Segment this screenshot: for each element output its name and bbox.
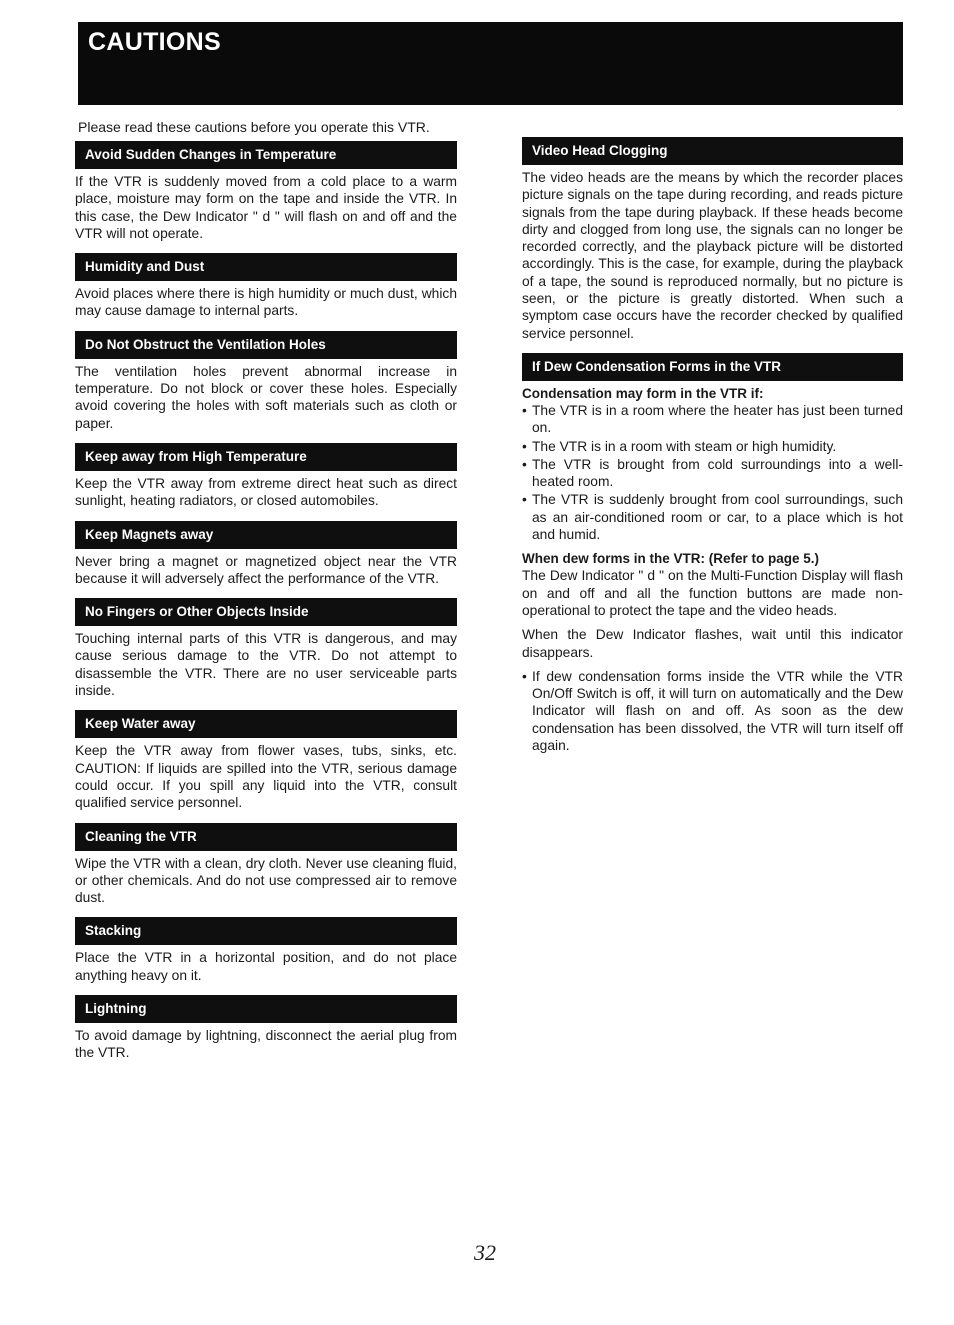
bullet-icon: • <box>522 492 527 508</box>
section-body: Avoid places where there is high humidity or much dust, which may cause damage to internal parts. <box>75 286 457 319</box>
section-water <box>75 710 457 811</box>
section-body: Wipe the VTR with a clean, dry cloth. Never use cleaning fluid, or other chemicals. And do not use compressed air to remove dust. <box>75 855 457 906</box>
section-heading: Lightning <box>75 995 457 1023</box>
section-magnets <box>75 521 457 588</box>
section-heading: Video Head Clogging <box>522 137 903 165</box>
section-lightning <box>75 995 457 1062</box>
section-heading: Avoid Sudden Changes in Temperature <box>75 141 457 169</box>
section-stacking <box>75 917 457 984</box>
list-item: • If dew condensation forms inside the VTR while the VTR On/Off Switch is off, it will turn on automatically and the Dew Indicator will flash on and off. As soon as the dew condensation has been dissolved, the VTR will turn itself off again. <box>522 668 903 754</box>
section-heading: Keep Water away <box>75 710 457 738</box>
dew-paragraph: When the Dew Indicator flashes, wait until this indicator disappears. <box>522 627 903 660</box>
bullet-icon: • <box>522 438 527 454</box>
condensation-subheading: Condensation may form in the VTR if: <box>522 385 764 401</box>
section-heading: Do Not Obstruct the Ventilation Holes <box>75 331 457 359</box>
dew-paragraph: The Dew Indicator " d " on the Multi-Function Display will flash on and off and all the function buttons are made non-operational to protect the tape and the video heads. <box>522 568 903 618</box>
section-heading: Stacking <box>75 917 457 945</box>
bullet-icon: • <box>522 402 527 418</box>
section-heading: Keep Magnets away <box>75 521 457 549</box>
bullet-icon: • <box>522 456 527 472</box>
bullet-icon: • <box>522 668 527 684</box>
section-body: If the VTR is suddenly moved from a cold place to a warm place, moisture may form on the tape and inside the VTR. In this case, the Dew Indicator " d " will flash on and off and the VTR will not operate. <box>75 174 457 241</box>
section-body: Place the VTR in a horizontal position, and do not place anything heavy on it. <box>75 950 457 983</box>
section-body: Keep the VTR away from flower vases, tubs, sinks, etc. CAUTION: If liquids are spilled into the VTR, serious damage could occur. If you spill any liquid into the VTR, consult qualified service personnel. <box>75 743 457 811</box>
section-body: To avoid damage by lightning, disconnect the aerial plug from the VTR. <box>75 1028 457 1061</box>
dew-forms-subheading: When dew forms in the VTR: (Refer to page 5.) <box>522 551 820 567</box>
list-item: • The VTR is in a room where the heater has just been turned on. <box>522 402 903 436</box>
section-body: Touching internal parts of this VTR is dangerous, and may cause serious damage to the VTR. Do not attempt to disassemble the VTR. There are no user serviceable parts inside. <box>75 631 457 699</box>
section-cleaning <box>75 823 457 907</box>
section-body: Never bring a magnet or magnetized object near the VTR because it will adversely affect the performance of the VTR. <box>75 553 457 586</box>
right-column <box>522 137 903 761</box>
section-body: The video heads are the means by which the recorder places picture signals on the tape during recording, and reads picture signals from the tape during playback. If these heads become dirty and clogged from long use, the signals can no longer be recorded correctly, and the playback picture will be distorted accordingly. This is the case, for example, during the playback of a tape, the sound is reproduced normally, but no picture is seen, or the picture is greatly distorted. When such a symptom case occurs have the recorder checked by qualified service personnel. <box>522 170 903 341</box>
section-fingers-objects <box>75 598 457 699</box>
section-high-temperature <box>75 443 457 510</box>
section-humidity-dust <box>75 253 457 320</box>
intro-text: Please read these cautions before you operate this VTR. <box>78 119 430 135</box>
page-title: CAUTIONS <box>88 28 221 56</box>
left-column <box>75 119 457 1073</box>
page-number: 32 <box>474 1240 496 1265</box>
section-body: Keep the VTR away from extreme direct heat such as direct sunlight, heating radiators, or closed automobiles. <box>75 475 457 509</box>
section-body: The ventilation holes prevent abnormal increase in temperature. Do not block or cover these holes. Especially avoid covering the holes with soft materials such as cloth or paper. <box>75 363 457 431</box>
section-dew-condensation <box>522 353 903 754</box>
section-video-head-clogging <box>522 137 903 342</box>
section-heading: Humidity and Dust <box>75 253 457 281</box>
list-item: • The VTR is in a room with steam or high humidity. <box>522 438 837 454</box>
title-bar <box>78 22 903 105</box>
section-ventilation <box>75 331 457 432</box>
section-heading: Cleaning the VTR <box>75 823 457 851</box>
condensation-list <box>522 402 903 543</box>
section-heading: If Dew Condensation Forms in the VTR <box>522 353 903 381</box>
dew-note-list <box>522 668 903 754</box>
section-temperature-changes <box>75 141 457 242</box>
section-heading: Keep away from High Temperature <box>75 443 457 471</box>
list-item: • The VTR is suddenly brought from cool surroundings, such as an air-conditioned room or car, to a place which is hot and humid. <box>522 492 903 543</box>
list-item: • The VTR is brought from cold surroundings into a well-heated room. <box>522 456 903 490</box>
section-heading: No Fingers or Other Objects Inside <box>75 598 457 626</box>
